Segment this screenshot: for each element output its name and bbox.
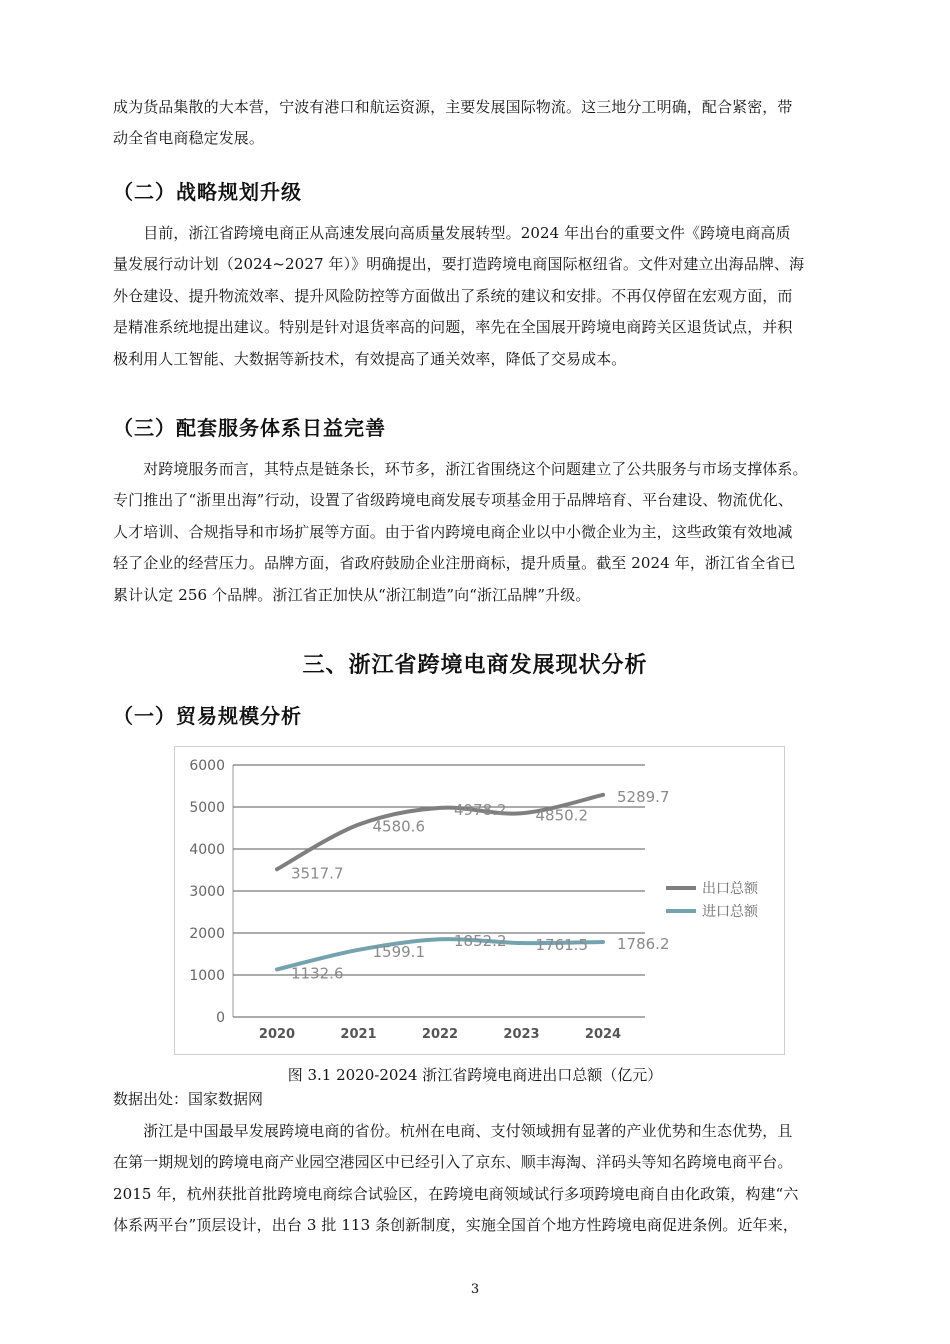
text-line: 外仓建设、提升物流效率、提升风险防控等方面做出了系统的建议和安排。不再仅停留在宏观方面，而 — [113, 286, 793, 305]
text-line: 浙江是中国最早发展跨境电商的省份。杭州在电商、支付领域拥有显著的产业优势和生态优势，且 — [113, 1122, 793, 1140]
data-label: 1132.6 — [291, 964, 344, 983]
text-line: 量发展行动计划（2024~2027 年）》明确提出，要打造跨境电商国际枢纽省。文件对建立出海品牌、海 — [113, 255, 805, 274]
data-label: 1852.2 — [454, 932, 507, 951]
text-line: 累计认定 256 个品牌。浙江省正加快从“浙江制造”向“浙江品牌”升级。 — [113, 585, 591, 604]
page-number: 3 — [470, 1282, 480, 1297]
data-label: 3517.7 — [291, 864, 344, 883]
text-line: 人才培训、合规指导和市场扩展等方面。由于省内跨境电商企业以中小微企业为主，这些政策有效地减 — [113, 522, 793, 541]
y-tick-label: 3000 — [189, 884, 225, 900]
text-line: 2015 年，杭州获批首批跨境电商综合试验区，在跨境电商领域试行多项跨境电商自由化政策，构建“六 — [113, 1184, 799, 1203]
y-tick-label: 4000 — [189, 842, 225, 858]
legend-label: 进口总额 — [702, 904, 758, 920]
y-tick-label: 0 — [216, 1010, 225, 1026]
services-paragraph — [113, 454, 860, 611]
text-line: 是精准系统地提出建议。特别是针对退货率高的问题，率先在全国展开跨境电商跨关区退货试点，并积 — [113, 318, 793, 337]
text-line: 成为货品集散的大本营，宁波有港口和航运资源，主要发展国际物流。这三地分工明确，配合紧密，带 — [113, 98, 793, 116]
data-label: 1599.1 — [372, 942, 425, 961]
y-tick-label: 6000 — [189, 758, 225, 774]
legend-label: 出口总额 — [702, 881, 758, 897]
x-tick-label: 2020 — [258, 1027, 296, 1042]
text-line: 体系两平台”顶层设计，出台 3 批 113 条创新制度，实施全国首个地方性跨境电商促进条例。近年来， — [113, 1216, 798, 1235]
y-tick-label: 2000 — [189, 926, 225, 942]
text-line: 轻了企业的经营压力。品牌方面，省政府鼓励企业注册商标，提升质量。截至 2024 年，浙江省全省已 — [113, 554, 796, 573]
y-tick-label: 1000 — [189, 968, 225, 984]
y-tick-label: 5000 — [189, 800, 225, 816]
x-tick-label: 2024 — [584, 1027, 622, 1042]
intro-paragraph — [113, 92, 860, 155]
data-label: 4850.2 — [535, 806, 588, 825]
figure-caption: 图 3.1 2020-2024 浙江省跨境电商进出口总额（亿元） — [287, 1066, 663, 1084]
text-line: 对跨境服务而言，其特点是链条长，环节多，浙江省围绕这个问题建立了公共服务与市场支撑体系。 — [113, 460, 808, 478]
text-line: 在第一期规划的跨境电商产业园空港园区中已经引入了京东、顺丰海淘、洋码头等知名跨境电商平台。 — [113, 1153, 793, 1172]
text-line: 动全省电商稳定发展。 — [113, 129, 265, 148]
text-line: 专门推出了“浙里出海”行动，设置了省级跨境电商发展专项基金用于品牌培育、平台建设、物流优化、 — [113, 491, 793, 510]
chart-canvas — [175, 747, 784, 1054]
data-label: 1786.2 — [617, 934, 670, 953]
closing-paragraph — [113, 1116, 860, 1242]
figure-source: 数据出处：国家数据网 — [113, 1090, 264, 1108]
line-chart — [174, 746, 785, 1055]
x-tick-label: 2023 — [503, 1027, 540, 1042]
section-heading-trade-scale: （一）贸易规模分析 — [113, 704, 302, 728]
x-tick-label: 2022 — [421, 1027, 459, 1042]
data-label: 4978.2 — [454, 800, 507, 819]
data-label: 1761.5 — [535, 936, 588, 955]
text-line: 极利用人工智能、大数据等新技术，有效提高了通关效率，降低了交易成本。 — [113, 349, 627, 368]
data-label: 4580.6 — [372, 817, 425, 836]
section-heading-services: （三）配套服务体系日益完善 — [113, 416, 386, 440]
section-heading-strategy: （二）战略规划升级 — [113, 180, 302, 204]
strategy-paragraph — [113, 218, 860, 375]
text-line: 目前，浙江省跨境电商正从高速发展向高质量发展转型。2024 年出台的重要文件《跨境电商高质 — [113, 224, 791, 242]
data-label: 5289.7 — [617, 787, 670, 806]
chapter-heading: 三、浙江省跨境电商发展现状分析 — [302, 653, 648, 678]
x-tick-label: 2021 — [340, 1027, 377, 1042]
